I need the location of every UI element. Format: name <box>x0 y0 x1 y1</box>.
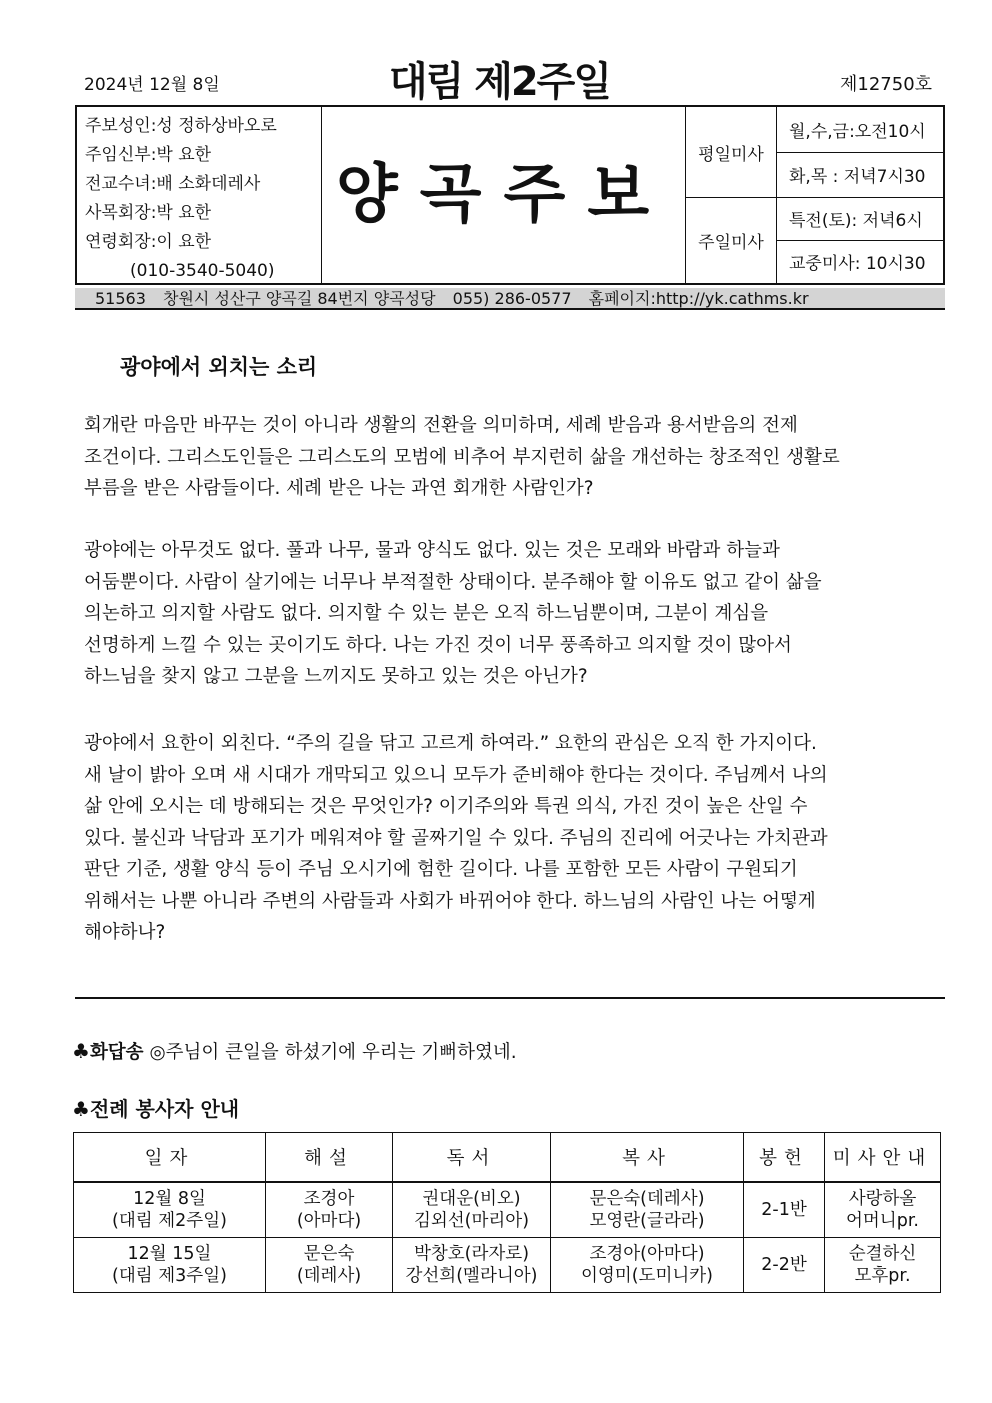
paragraph-line: 선명하게 느낄 수 있는 곳이기도 하다. 나는 가진 것이 너무 풍족하고 의지할 것이 많아서 <box>84 634 792 656</box>
psalm-label: 화답송 <box>89 1042 144 1063</box>
weekday-mass-time-1: 월,수,금:오전10시 <box>789 122 926 142</box>
club-icon: ♣ <box>72 1039 90 1063</box>
article-paragraph-1 <box>84 410 930 505</box>
paragraph-line: 어둠뿐이다. 사람이 살기에는 너무나 부적절한 상태이다. 분주해야 할 이유도 없고 같이 삶을 <box>84 571 822 593</box>
staff-council-president: 사목회장:박 요한 <box>85 203 212 223</box>
table-row <box>74 1182 941 1238</box>
mass-divider <box>686 197 943 198</box>
staff-sister: 전교수녀:배 소화데레사 <box>85 174 261 194</box>
paragraph-line: 판단 기준, 생활 양식 등이 주님 오시기에 험한 길이다. 나를 포함한 모든 사람이 구원되기 <box>84 859 798 880</box>
cell-servers: 조경아(아마다) 이영미(도미니카) <box>551 1238 744 1293</box>
paper-name: 양곡주보 <box>322 107 686 283</box>
bulletin-date: 2024년 12월 8일 <box>84 75 220 95</box>
column-header-date: 일자 <box>74 1133 266 1183</box>
issue-number: 제12750호 <box>840 74 933 95</box>
church-address: 창원시 성산구 양곡길 84번지 양곡성당 <box>163 289 436 308</box>
cell-commentator: 조경아 (아마다) <box>266 1182 393 1238</box>
servers-table <box>73 1132 941 1293</box>
staff-funeral-president: 연령회장:이 요한 <box>85 232 212 252</box>
responsorial-psalm <box>72 1038 517 1064</box>
column-header-readers: 독서 <box>393 1133 551 1183</box>
paragraph-line: 광야에서 요한이 외친다. “주의 길을 닦고 고르게 하여라.” 요한의 관심은 오직 한 가지이다. <box>84 733 817 754</box>
liturgical-day-title: 대림 제2주일 <box>389 59 610 105</box>
staff-list <box>77 107 322 283</box>
mass-divider <box>777 240 943 241</box>
weekday-mass-label: 평일미사 <box>686 107 777 197</box>
article-paragraph-3 <box>84 728 930 949</box>
postcode: 51563 <box>95 289 146 308</box>
paragraph-line: 해야하나? <box>84 922 166 943</box>
club-icon: ♣ <box>72 1097 90 1121</box>
paragraph-line: 회개란 마음만 바꾸는 것이 아니라 생활의 전환을 의미하며, 세례 받음과 용서받음의 전제 <box>84 415 798 436</box>
homepage-link[interactable]: 홈페이지:http://yk.cathms.kr <box>588 289 809 308</box>
sunday-mass-time-1: 특전(토): 저녁6시 <box>789 211 923 231</box>
column-header-mass-guide: 미사안내 <box>825 1133 941 1183</box>
masthead <box>75 105 945 285</box>
paragraph-line: 삶 안에 오시는 데 방해되는 것은 무엇인가? 이기주의와 특권 의식, 가진 것이 높은 산일 수 <box>84 796 808 817</box>
paragraph-line: 의논하고 의지할 사람도 없다. 의지할 수 있는 분은 오직 하느님뿐이며, 그분이 계심을 <box>84 603 769 624</box>
cell-date: 12월 8일 (대림 제2주일) <box>74 1182 266 1238</box>
service-heading <box>72 1093 239 1122</box>
article-paragraph-2 <box>84 535 930 693</box>
staff-phone: (010-3540-5040) <box>130 261 275 281</box>
column-header-offering: 봉헌 <box>744 1133 825 1183</box>
section-divider <box>75 997 945 999</box>
mass-schedule <box>686 107 943 283</box>
staff-patron-saint: 주보성인:성 정하상바오로 <box>85 116 277 136</box>
cell-readers: 권대운(비오) 김외선(마리아) <box>393 1182 551 1238</box>
paragraph-line: 하느님을 찾지 않고 그분을 느끼지도 못하고 있는 것은 아닌가? <box>84 666 588 687</box>
table-row <box>74 1238 941 1293</box>
paragraph-line: 조건이다. 그리스도인들은 그리스도의 모범에 비추어 부지런히 삶을 개선하는 창조적인 생활로 <box>84 446 840 468</box>
mass-divider <box>777 152 943 153</box>
service-heading-text: 전례 봉사자 안내 <box>89 1097 240 1121</box>
cell-date: 12월 15일 (대림 제3주일) <box>74 1238 266 1293</box>
cell-readers: 박창호(라자로) 강선희(멜라니아) <box>393 1238 551 1293</box>
column-header-servers: 복사 <box>551 1133 744 1183</box>
cell-commentator: 문은숙 (데레사) <box>266 1238 393 1293</box>
table-header-row <box>74 1133 941 1183</box>
address-bar <box>75 288 945 310</box>
paragraph-line: 새 날이 밝아 오며 새 시대가 개막되고 있으니 모두가 준비해야 한다는 것이다. 주님께서 나의 <box>84 764 828 786</box>
article-title: 광야에서 외치는 소리 <box>120 355 318 379</box>
cell-servers: 문은숙(데레사) 모영란(글라라) <box>551 1182 744 1238</box>
sunday-mass-time-2: 교중미사: 10시30 <box>789 254 926 274</box>
cell-mass-guide: 사랑하올 어머니pr. <box>825 1182 941 1238</box>
staff-pastor: 주임신부:박 요한 <box>85 145 212 165</box>
paragraph-line: 광야에는 아무것도 없다. 풀과 나무, 물과 양식도 없다. 있는 것은 모래와 바람과 하늘과 <box>84 540 780 561</box>
column-header-commentator: 해설 <box>266 1133 393 1183</box>
psalm-text: ◎주님이 큰일을 하셨기에 우리는 기뻐하였네. <box>143 1042 517 1063</box>
cell-mass-guide: 순결하신 모후pr. <box>825 1238 941 1293</box>
paragraph-line: 위해서는 나뿐 아니라 주변의 사람들과 사회가 바뀌어야 한다. 하느님의 사람인 나는 어떻게 <box>84 890 816 912</box>
paragraph-line: 부름을 받은 사람들이다. 세례 받은 나는 과연 회개한 사람인가? <box>84 478 594 499</box>
sunday-mass-label: 주일미사 <box>686 197 777 283</box>
cell-offering: 2-2반 <box>744 1238 825 1293</box>
paragraph-line: 있다. 불신과 낙담과 포기가 메워져야 할 골짜기일 수 있다. 주님의 진리에 어긋나는 가치관과 <box>84 827 828 849</box>
church-phone: 055) 286-0577 <box>452 289 572 308</box>
cell-offering: 2-1반 <box>744 1182 825 1238</box>
weekday-mass-time-2: 화,목 : 저녁7시30 <box>789 167 926 187</box>
